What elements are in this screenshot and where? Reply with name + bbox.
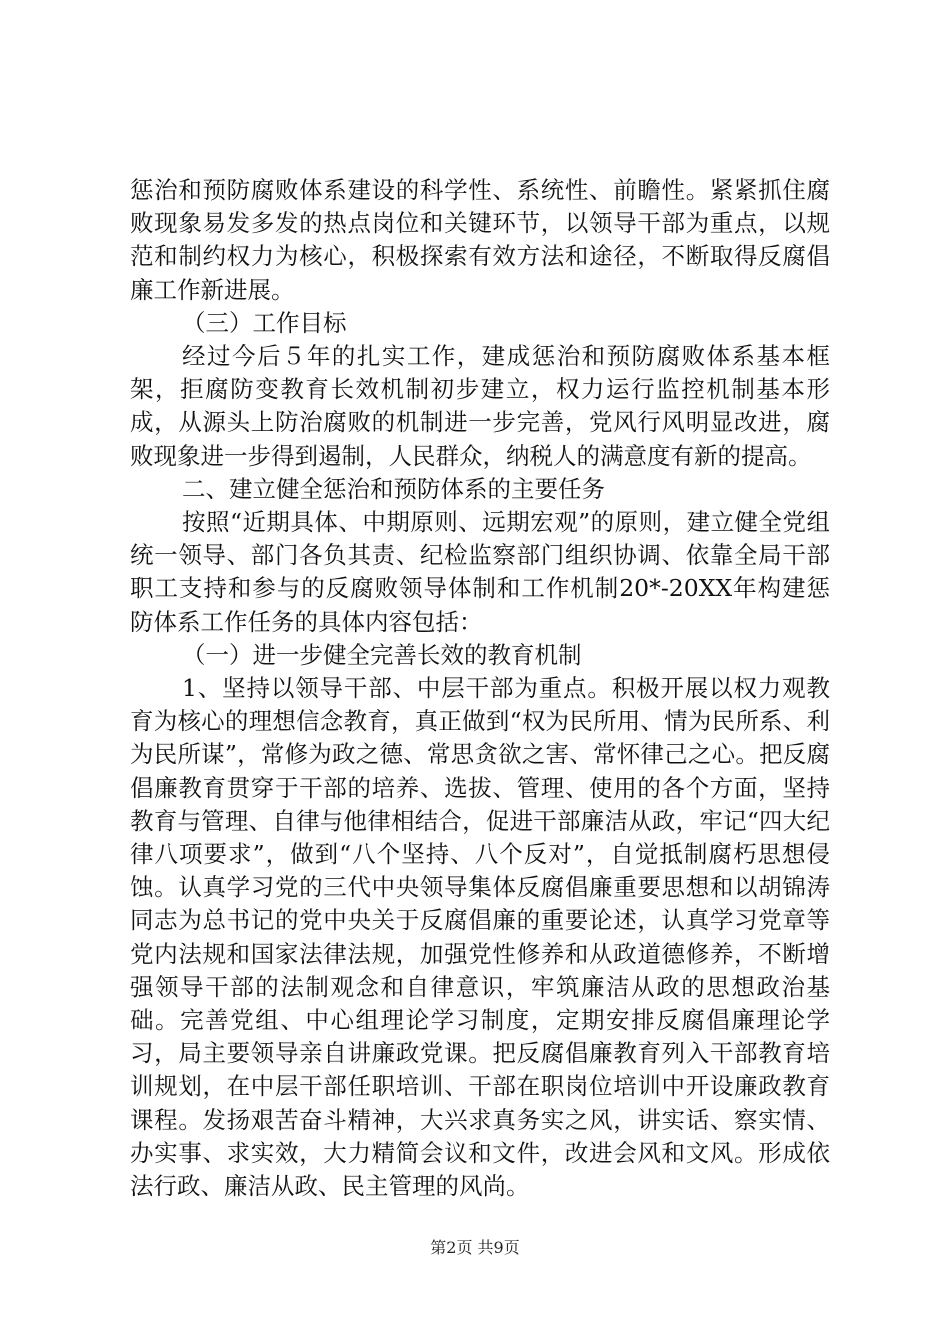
section-heading-work-goals: （三）工作目标 [182,308,347,337]
paragraph-item-1: 1、坚持以领导干部、中层干部为重点。积极开展以权力观教育为核心的理想信念教育，真正做到“权为民所用、情为民所系、利为民所谋”，常修为政之德、常思贪欲之害、常怀律己之心。把反腐倡廉教育贯穿于干部的培养、选拔、管理、使用的各个方面，坚持教育与管理、自律与他律相结合，促进干部廉洁从政，牢记“四大纪律八项要求”，做到“八个坚持、八个反对”，自觉抵制腐朽思想侵蚀。认真学习党的三代中央领导集体反腐倡廉重要思想和以胡锦涛同志为总书记的党中央关于反腐倡廉的重要论述，认真学习党章等党内法规和国家法律法规，加强党性修养和从政道德修养，不断增强领导干部的法制观念和自律意识，牢筑廉洁从政的思想政治基础。完善党组、中心组理论学习制度，定期安排反腐倡廉理论学习，局主要领导亲自讲廉政党课。把反腐倡廉教育列入干部教育培训规划，在中层干部任职培训、干部在职岗位培训中开设廉政教育课程。发扬艰苦奋斗精神，大兴求真务实之风，讲实话、察实情、办实事、求实效，大力精简会议和文件，改进会风和文风。形成依法行政、廉洁从政、民主管理的风尚。 [130,674,830,1201]
document-body [130,174,830,1203]
paragraph-continuation: 惩治和预防腐败体系建设的科学性、系统性、前瞻性。紧紧抓住腐败现象易发多发的热点岗位和关键环节，以领导干部为重点，以规范和制约权力为核心，积极探索有效方法和途径，不断取得反腐倡廉工作新进展。 [130,176,830,304]
subsection-heading-education-mechanism: （一）进一步健全完善长效的教育机制 [182,640,582,669]
section-heading-main-tasks: 二、建立健全惩治和预防体系的主要任务 [182,474,605,503]
paragraph-work-goals: 经过今后５年的扎实工作，建成惩治和预防腐败体系基本框架，拒腐防变教育长效机制初步建立，权力运行监控机制基本形成，从源头上防治腐败的机制进一步完善，党风行风明显改进，腐败现象进一步得到遏制，人民群众，纳税人的满意度有新的提高。 [130,342,830,470]
page-number-footer: 第2页 共9页 [430,1238,520,1257]
paragraph-main-tasks: 按照“近期具体、中期原则、远期宏观”的原则，建立健全党组统一领导、部门各负其责、纪检监察部门组织协调、依靠全局干部职工支持和参与的反腐败领导体制和工作机制20*-20XX年构建惩防体系工作任务的具体内容包括： [130,508,830,636]
